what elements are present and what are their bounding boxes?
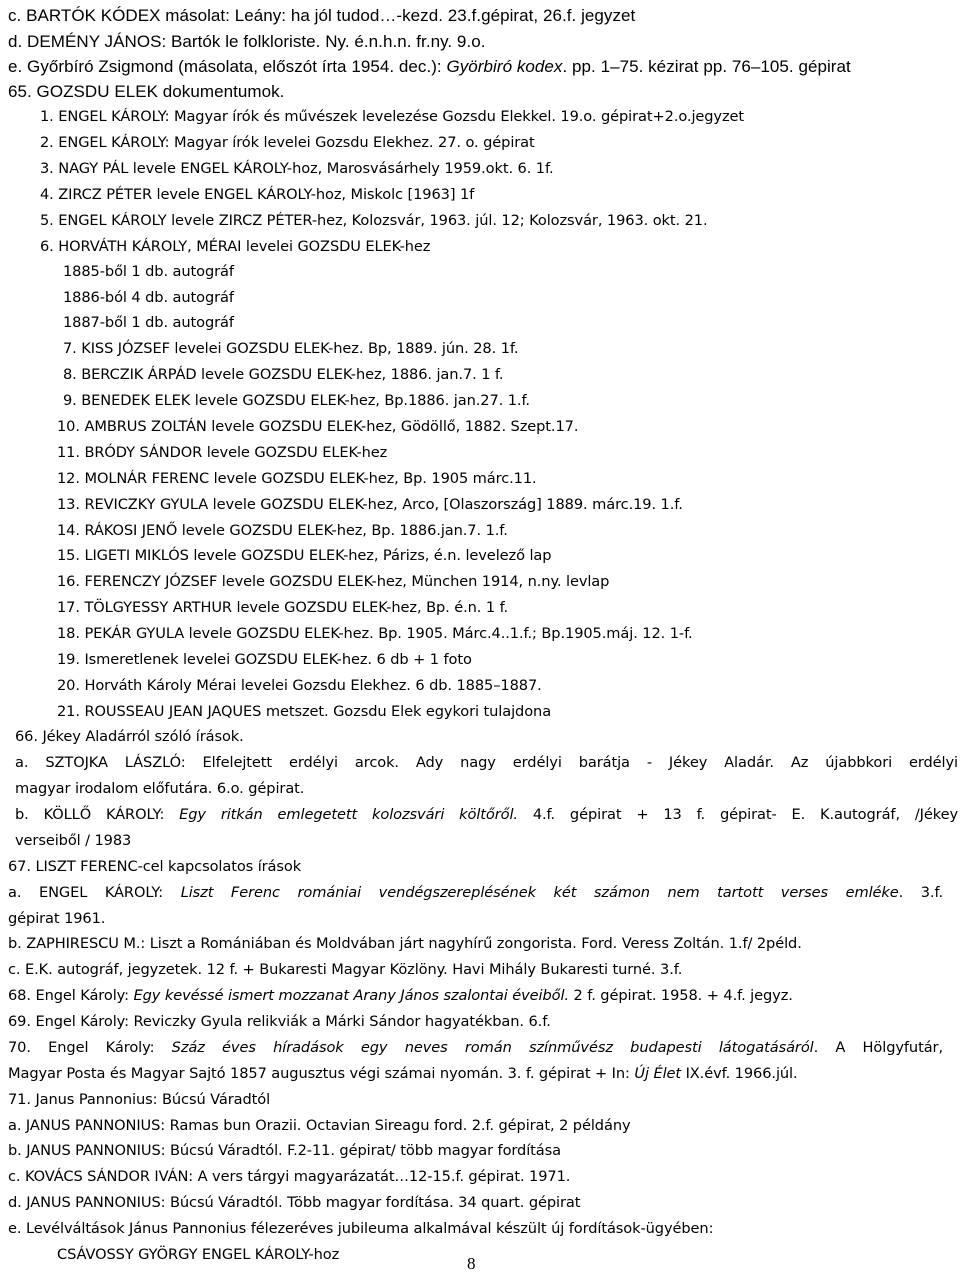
line-text: magyar irodalom előfutára. 6.o. gépirat.	[15, 780, 305, 797]
text-line	[63, 313, 234, 333]
text-line	[40, 185, 474, 205]
line-segment: a. ENGEL KÁROLY:	[8, 884, 181, 901]
line-text: 8. BERCZIK ÁRPÁD levele GOZSDU ELEK-hez, 1886. jan.7. 1 f.	[63, 366, 504, 383]
text-line	[8, 82, 284, 102]
line-text: 3. NAGY PÁL levele ENGEL KÁROLY-hoz, Marosvásárhely 1959.okt. 6. 1f.	[40, 160, 554, 177]
line-text: 2. ENGEL KÁROLY: Magyar írók levelei Gozsdu Elekhez. 27. o. gépirat	[40, 134, 535, 151]
line-text: 65. GOZSDU ELEK dokumentumok.	[8, 82, 285, 101]
text-line	[15, 805, 958, 825]
line-segment: 2 f. gépirat. 1958. + 4.f. jegyz.	[568, 987, 793, 1004]
text-line	[57, 572, 609, 592]
line-text: 13. REVICZKY GYULA levele GOZSDU ELEK-hez, Arco, [Olaszország] 1889. márc.19. 1.f.	[57, 496, 683, 513]
text-line	[40, 159, 554, 179]
text-line	[8, 1141, 561, 1161]
line-text: 17. TÖLGYESSY ARTHUR levele GOZSDU ELEK-hez, Bp. é.n. 1 f.	[57, 599, 509, 616]
text-line	[57, 546, 551, 566]
text-line	[57, 521, 508, 541]
text-line	[57, 443, 387, 463]
text-line	[8, 934, 802, 954]
text-line	[15, 753, 958, 773]
text-line	[63, 339, 518, 359]
text-line	[63, 391, 530, 411]
line-text: d. JANUS PANNONIUS: Búcsú Váradtól. Több magyar fordítása. 34 quart. gépirat	[8, 1194, 581, 1211]
line-text: 1887-ből 1 db. autográf	[63, 314, 234, 331]
text-line	[8, 883, 943, 903]
line-segment: 68. Engel Károly:	[8, 987, 134, 1004]
text-line	[15, 779, 304, 799]
line-segment: Magyar Posta és Magyar Sajtó 1857 augusztus végi számai nyomán. 3. f. gépirat + In:	[8, 1065, 635, 1082]
line-text: 66. Jékey Aladárról szóló írások.	[15, 728, 244, 745]
text-line	[8, 986, 793, 1006]
line-text: 1886-ból 4 db. autográf	[63, 289, 234, 306]
italic-title: Liszt Ferenc romániai vendégszereplésének két számon nem tartott verses emléke	[180, 884, 899, 901]
line-segment: . 3.f.	[898, 884, 943, 901]
text-line	[8, 909, 105, 929]
italic-title: Györbiró kodex	[446, 57, 563, 76]
line-text: 11. BRÓDY SÁNDOR levele GOZSDU ELEK-hez	[57, 444, 388, 461]
line-text: c. E.K. autográf, jegyzetek. 12 f. + Bukaresti Magyar Közlöny. Havi Mihály Bukaresti turné. 3.f.	[8, 961, 683, 978]
text-line	[8, 1090, 270, 1110]
text-line	[57, 469, 537, 489]
text-line	[57, 702, 551, 722]
text-line	[40, 237, 430, 257]
line-text: d. DEMÉNY JÁNOS: Bartók le folkloriste. Ny. é.n.h.n. fr.ny. 9.o.	[8, 32, 486, 51]
line-segment: b. KÖLLŐ KÁROLY:	[15, 806, 180, 823]
text-line	[63, 288, 234, 308]
text-line	[8, 1167, 570, 1187]
italic-title: Egy ritkán emlegetett kolozsvári költőről.	[179, 806, 518, 823]
line-segment: . A Hölgyfutár,	[813, 1039, 943, 1056]
line-text: 1. ENGEL KÁROLY: Magyar írók és művészek levelezése Gozsdu Elekkel. 19.o. gépirat+2.o.jegyzet	[40, 108, 745, 125]
text-line	[57, 650, 472, 670]
line-text: 18. PEKÁR GYULA levele GOZSDU ELEK-hez. Bp. 1905. Márc.4..1.f.; Bp.1905.máj. 12. 1-f.	[57, 625, 693, 642]
text-line	[8, 857, 301, 877]
text-line	[8, 1193, 580, 1213]
line-segment: IX.évf. 1966.júl.	[681, 1065, 798, 1082]
text-line	[40, 107, 744, 127]
line-text: 5. ENGEL KÁROLY levele ZIRCZ PÉTER-hez, Kolozsvár, 1963. júl. 12; Kolozsvár, 1963. okt. 21.	[40, 212, 708, 229]
line-text: 15. LIGETI MIKLÓS levele GOZSDU ELEK-hez, Párizs, é.n. levelező lap	[57, 547, 552, 564]
line-text: a. SZTOJKA LÁSZLÓ: Elfelejtett erdélyi arcok. Ady nagy erdélyi barátja - Jékey Aladár. Az újabbkori erdélyi	[15, 754, 958, 771]
line-text: gépirat 1961.	[8, 910, 106, 927]
text-line	[40, 133, 535, 153]
italic-title: Új Élet	[634, 1065, 682, 1082]
line-text: 10. AMBRUS ZOLTÁN levele GOZSDU ELEK-hez, Gödöllő, 1882. Szept.17.	[57, 418, 579, 435]
text-line	[8, 1012, 551, 1032]
line-text: 1885-ből 1 db. autográf	[63, 263, 234, 280]
text-line	[57, 624, 693, 644]
text-line	[15, 831, 131, 851]
line-text: b. JANUS PANNONIUS: Búcsú Váradtól. F.2-11. gépirat/ több magyar fordítása	[8, 1142, 561, 1159]
text-line	[8, 57, 851, 77]
line-text: 69. Engel Károly: Reviczky Gyula relikviák a Márki Sándor hagyatékban. 6.f.	[8, 1013, 551, 1030]
page-number: 8	[467, 1254, 476, 1273]
text-line	[57, 417, 578, 437]
line-text: 71. Janus Pannonius: Búcsú Váradtól	[8, 1091, 271, 1108]
text-line	[8, 1064, 798, 1084]
line-text: b. ZAPHIRESCU M.: Liszt a Romániában és Moldvában járt nagyhírű zongorista. Ford. Veress Zoltán. 1.f/ 2péld.	[8, 935, 802, 952]
text-line	[57, 676, 542, 696]
text-line	[15, 727, 244, 747]
line-segment: . pp. 1–75. kézirat pp. 76–105. gépirat	[562, 57, 851, 76]
line-text: 21. ROUSSEAU JEAN JAQUES metszet. Gozsdu Elek egykori tulajdona	[57, 703, 552, 720]
line-segment: 4.f. gépirat + 13 f. gépirat- E. K.autográf, /Jékey	[517, 806, 959, 823]
line-text: c. KOVÁCS SÁNDOR IVÁN: A vers tárgyi magyarázatát…12-15.f. gépirat. 1971.	[8, 1168, 571, 1185]
italic-title: Száz éves híradások egy neves román színművész budapesti látogatásáról	[171, 1039, 814, 1056]
italic-title: Egy kevéssé ismert mozzanat Arany János szalontai éveiből.	[133, 987, 569, 1004]
line-text: 20. Horváth Károly Mérai levelei Gozsdu Elekhez. 6 db. 1885–1887.	[57, 677, 542, 694]
line-text: CSÁVOSSY GYÖRGY ENGEL KÁROLY-hoz	[57, 1246, 340, 1263]
text-line	[8, 6, 635, 26]
text-line	[63, 365, 503, 385]
line-text: 67. LISZT FERENC-cel kapcsolatos írások	[8, 858, 302, 875]
line-text: 4. ZIRCZ PÉTER levele ENGEL KÁROLY-hoz, Miskolc [1963] 1f	[40, 186, 475, 203]
text-line	[8, 1038, 943, 1058]
line-text: 9. BENEDEK ELEK levele GOZSDU ELEK-hez, Bp.1886. jan.27. 1.f.	[63, 392, 530, 409]
line-text: 6. HORVÁTH KÁROLY, MÉRAI levelei GOZSDU ELEK-hez	[40, 238, 431, 255]
line-text: a. JANUS PANNONIUS: Ramas bun Orazii. Octavian Sireagu ford. 2.f. gépirat, 2 példány	[8, 1117, 631, 1134]
text-line	[8, 960, 682, 980]
text-line	[8, 1219, 713, 1239]
line-text: 7. KISS JÓZSEF levelei GOZSDU ELEK-hez. Bp, 1889. jún. 28. 1f.	[63, 340, 519, 357]
line-text: e. Levélváltások Jánus Pannonius félezeréves jubileuma alkalmával készült új fordítások-ügyében:	[8, 1220, 714, 1237]
line-text: 19. Ismeretlenek levelei GOZSDU ELEK-hez. 6 db + 1 foto	[57, 651, 472, 668]
text-line	[40, 211, 708, 231]
line-text: 12. MOLNÁR FERENC levele GOZSDU ELEK-hez, Bp. 1905 márc.11.	[57, 470, 537, 487]
text-line	[8, 32, 486, 52]
line-text: 14. RÁKOSI JENŐ levele GOZSDU ELEK-hez, Bp. 1886.jan.7. 1.f.	[57, 522, 508, 539]
line-text: 16. FERENCZY JÓZSEF levele GOZSDU ELEK-hez, München 1914, n.ny. levlap	[57, 573, 610, 590]
text-line	[57, 1245, 339, 1265]
line-text: c. BARTÓK KÓDEX másolat: Leány: ha jól tudod…-kezd. 23.f.gépirat, 26.f. jegyzet	[8, 6, 636, 25]
text-line	[63, 262, 234, 282]
line-segment: 70. Engel Károly:	[8, 1039, 172, 1056]
text-line	[8, 1116, 631, 1136]
line-text: verseiből / 1983	[15, 832, 132, 849]
text-line	[57, 598, 508, 618]
line-segment: e. Győrbíró Zsigmond (másolata, előszót írta 1954. dec.):	[8, 57, 447, 76]
text-line	[57, 495, 683, 515]
